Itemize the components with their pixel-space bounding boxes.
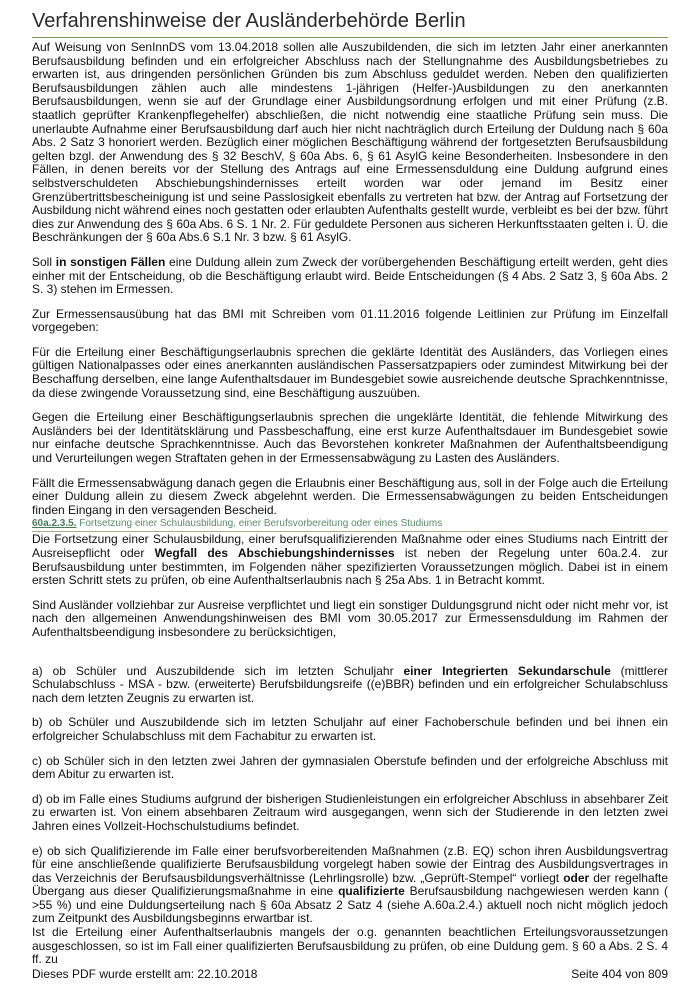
paragraph-ermessensabwaegung: Fällt die Ermessensabwägung danach gegen die Erlaubnis einer Beschäftigung aus, soll in der Folge auch die Erteilung einer Duldung allein zu diesem Zweck abgelehnt werden. Die Ermessensabwägungen zu beiden Entscheidungen finden Eingang in den versagenden Bescheid. (32, 475, 668, 517)
list-item-e: e) ob sich Qualifizierende im Falle einer berufsvorbereitenden Maßnahmen (z.B. EQ) schon ihren Ausbildungsvertrag für eine anschließende qualifizierte Berufsausbildung vorgelegt haben sowie der Eintrag des Ausbildungsvertrages in das Verzeichnis der Berufsausbildungsverhältnisse (Lehrlingsrolle) bzw. „Geprüft-Stempel“ vorliegt oder der regelhafte Übergang aus dieser Qualifizierungsmaßnahme in eine qualifizierte Berufsausbildung nachgewiesen werden kann ( >55 %) und eine Duldungserteilung nach § 60a Absatz 2 Satz 4 (siehe A.60a.2.4.) aktuell noch nicht möglich jedoch zum Zeitpunkt des Ausbildungsbeginns erwartbar ist. (32, 843, 668, 926)
section-number-link[interactable]: 60a.2.3.5. (32, 518, 77, 530)
spacer (32, 651, 668, 665)
paragraph-ermessensausuebung: Zur Ermessensausübung hat das BMI mit Schreiben vom 01.11.2016 folgende Leitlinien zur Prüfung im Einzelfall vorgegeben: (32, 306, 668, 335)
paragraph-gegen-erteilung: Gegen die Erteilung einer Beschäftigungserlaubnis sprechen die ungeklärte Identität, die fehlende Mitwirkung des Ausländers bei der Identitätsklärung und Passbeschaffung, eine erst kurze Aufenthaltsdauer im Bundesgebiet sowie nur einfache deutsche Sprachkenntnisse. Auch das Bevorstehen konkreter Maßnahmen der Aufenthaltsbeendigung und Verurteilungen wegen Straftaten gehen in der Ermessensabwägung zu Lasten des Ausländers. (32, 410, 668, 466)
footer-created-date: Dieses PDF wurde erstellt am: 22.10.2018 (32, 967, 258, 981)
list-item-b: b) ob Schüler und Auszubildende sich im letzten Schuljahr auf einer Fachoberschule befinden und bei ihnen ein erfolgreicher Schulabschluss mit dem Fachabitur zu erwarten ist. (32, 715, 668, 743)
section-title: Fortsetzung einer Schulausbildung, einer Berufsvorbereitung oder eines Studiums (76, 518, 443, 530)
page-footer (32, 967, 668, 981)
header-divider (32, 37, 668, 38)
paragraph-fuer-erteilung: Für die Erteilung einer Beschäftigungserlaubnis sprechen die geklärte Identität des Ausländers, das Vorliegen eines gültigen Nationalpasses oder eines anerkannten ausländischen Passersatzpapiers oder zumindest Mitwirkung bei der Beschaffung derselben, eine lange Aufenthaltsdauer im Bundesgebiet sowie ausreichende deutsche Sprachkenntnisse, da diese zwingende Voraussetzung sind, eine Beschäftigung auszuüben. (32, 344, 668, 400)
page-header (32, 7, 668, 38)
bold-oder: oder (563, 870, 590, 885)
footer-page-number: Seite 404 von 809 (571, 967, 668, 981)
paragraph-vollziehbar: Sind Ausländer vollziehbar zur Ausreise verpflichtet und liegt ein sonstiger Duldungsgrund nicht oder nicht mehr vor, ist nach den allgemeinen Anwendungshinweisen des BMI vom 30.05.2017 zur Ermessensduldung im Rahmen der Aufenthaltsbeendigung insbesondere zu berücksichtigen, (32, 597, 668, 639)
paragraph-erteilung-ausgeschlossen: Ist die Erteilung einer Aufenthaltserlaubnis mangels der o.g. genannten beachtlichen Erteilungsvoraussetzungen ausgeschlossen, so ist im Fall einer qualifizierten Berufsausbildung zu prüfen, ob eine Duldung gem. § 60 a Abs. 2 S. 4 ff. zu (32, 925, 668, 967)
bold-wegfall: Wegfall des Abschiebungshindernisses (154, 546, 395, 560)
section-heading (32, 517, 668, 530)
list-item-c: c) ob Schüler sich in den letzten zwei Jahren der gymnasialen Oberstufe befinden und der erfolgreiche Abschluss mit dem Abitur zu erwarten ist. (32, 753, 668, 782)
bold-qualifizierte: qualifizierte (338, 884, 405, 899)
list-item-a: a) ob Schüler und Auszubildende sich im letzten Schuljahr einer Integrierten Sekundarschule (mittlerer Schulabschluss - MSA - bzw. (erweiterte) Berufsbildungsreife ((e)BBR) befinden und ein erfolgreicher Schulabschluss nach dem letzten Zeugnis zu erwarten ist. (32, 663, 669, 705)
paragraph-sonstige-faelle: Soll in sonstigen Fällen eine Duldung allein zum Zweck der vorübergehenden Beschäftigung erteilt werden, geht dies einher mit der Entscheidung, ob die Beschäftigung erlaubt wird. Beide Entscheidungen (§ 4 Abs. 2 Satz 3, § 60a Abs. 2 S. 3) stehen im Ermessen. (32, 254, 668, 297)
document-body (32, 41, 668, 967)
paragraph-fortsetzung: Die Fortsetzung einer Schulausbildung, einer berufsqualifizierenden Maßnahme oder eines Studiums nach Eintritt der Ausreisepflicht oder Wegfall des Abschiebungshindernisses ist neben der Regelung unter 60a.2.4. zur Berufsausbildung unter bestimmten, im Folgenden näher spezifizierten Voraussetzungen möglich. Dabei ist in einem ersten Schritt stets zu prüfen, ob eine Aufenthaltserlaubnis nach § 25a Abs. 1 in Betracht kommt. (32, 532, 668, 588)
bold-integrierte-sekundarschule: einer Integrierten Sekundarschule (403, 663, 611, 678)
paragraph-weisung: Auf Weisung von SenInnDS vom 13.04.2018 sollen alle Auszubildenden, die sich im letzten Jahr einer anerkannten Berufsausbildung befinden und ein erfolgreicher Abschluss nach der Stellungnahme des Ausbildungsbetriebes zu erwarten ist, aus dringenden persönlichen Gründen bis zum Abschluss geduldet werden. Neben den qualifizierten Berufsausbildungen zählen auch alle mindestens 1-jährigen (Helfer-)Ausbildungen zu den anerkannten Berufsausbildungen, wenn sie auf der Grundlage einer Ausbildungsordnung erfolgen und mit einer Prüfung (z.B. staatlich geprüfter Krankenpflegehelfer) abschließen, die nicht notwendig eine staatliche Prüfung sein muss. Die unerlaubte Aufnahme einer Berufsausbildung darf auch hier nicht nachträglich durch Erteilung der Duldung nach § 60a Abs. 2 Satz 3 honoriert werden. Bezüglich einer möglichen Beschäftigung während der fortgesetzten Berufsausbildung gelten bzgl. der Anwendung des § 32 BeschV, § 60a Abs. 6, § 61 AsylG keine Besonderheiten. Insbesondere in den Fällen, in denen bereits vor der Stellung des Antrags auf eine Ermessensduldung eine Duldung aufgrund eines selbstverschuldeten Abschiebungshindernisses erteilt worden war oder jemand im Besitz einer Grenzübertrittsbescheinigung ist und seine Passlosigkeit ebenfalls zu vertreten hat bzw. der Antrag auf Fortsetzung der Ausbildung nicht während eines noch gestatten oder erlaubten Aufenthalts gestellt wurde, verbleibt es bei der bzw. führt dies zur Anwendung des § 60a Abs. 6 S. 1 Nr. 2. Für geduldete Personen aus sicheren Herkunftsstaaten gelten i. Ü. die Beschränkungen der § 60a Abs.6 S.1 Nr. 3 bzw. § 61 AsylG. (32, 40, 668, 245)
page-title: Verfahrenshinweise der Ausländerbehörde Berlin (32, 10, 466, 32)
bold-sonstige-faelle: in sonstigen Fällen (55, 254, 166, 269)
list-item-d: d) ob im Falle eines Studiums aufgrund der bisherigen Studienleistungen ein erfolgreicher Abschluss in absehbarer Zeit zu erwarten ist. Von einem absehbaren Zeitraum wird ausgegangen, wenn sich der Studierende in den letzten zwei Jahren eines Vollzeit-Hochschulstudiums befindet. (32, 791, 668, 833)
